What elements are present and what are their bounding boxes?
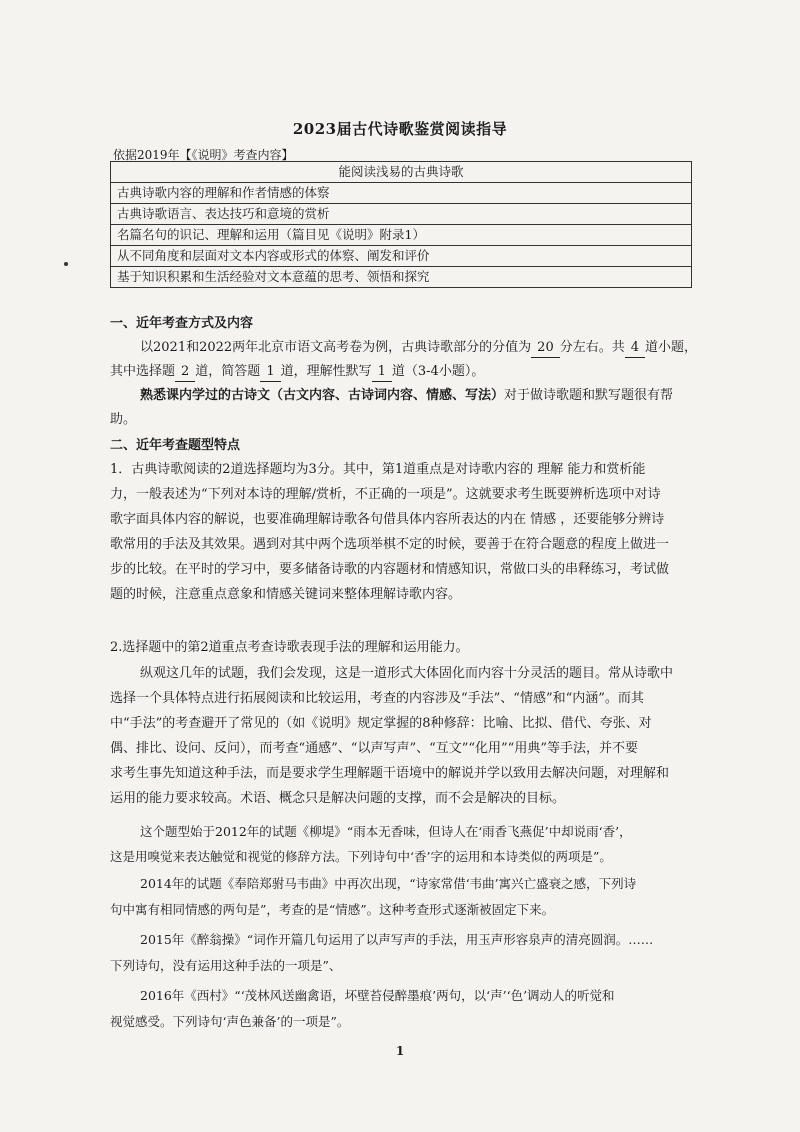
- paragraph-line: 步的比较。在平时的学习中，要多储备诗歌的内容题材和情感知识，常做口头的串释练习，考试做: [110, 562, 670, 577]
- paragraph-line: 这是用嗅觉来表达触觉和视觉的修辞方法。下列诗句中‘香’字的运用和本诗类似的两项是”。: [110, 849, 612, 864]
- paragraph-line: 以2021和2022两年北京市语文高考卷为例，古典诗歌部分的分值为 20 分左右。共 4 道小题，: [140, 336, 697, 360]
- paragraph-line: 力，一般表述为“下列对本诗的理解/赏析，不正确的一项是”。这就要求考生既要辨析选项中对诗: [110, 487, 661, 502]
- paragraph-line: 句中寓有相同情感的两句是”，考查的是“情感”。这种考查形式逐渐被固定下来。: [110, 902, 555, 917]
- paragraph-line: 纵观这几年的试题，我们会发现，这是一道形式大体固化而内容十分灵活的题目。常从诗歌中: [140, 666, 674, 681]
- paragraph-line: 1．古典诗歌阅读的2道选择题均为3分。其中，第1道重点是对诗歌内容的 理解 能力和赏析能: [110, 462, 646, 477]
- choice-blank: 2: [175, 363, 195, 382]
- paragraph-line: 歌常用的手法及其效果。遇到对其中两个选项举棋不定的时候，要善于在符合题意的程度上做进一: [110, 537, 670, 552]
- page-title: 2023届古代诗歌鉴赏阅读指导: [292, 120, 508, 138]
- recite-blank: 1: [372, 363, 392, 382]
- paragraph-line: 2015年《醉翁操》“词作开篇几句运用了以声写声的手法，用玉声形容泉声的清亮圆润。……: [140, 932, 654, 947]
- paragraph-line: 2014年的试题《奉陪郑驸马韦曲》中再次出现，“诗家常借‘韦曲’寓兴亡盛衰之感，下列诗: [140, 876, 637, 891]
- paragraph-line: 歌字面具体内容的解说，也要准确理解诗歌各句借具体内容所表达的内在 情感 ，还要能够分辨诗: [110, 512, 665, 527]
- short-answer-blank: 1: [260, 363, 280, 382]
- paragraph-line: 求考生事先知道这种手法，而是要求学生理解题干语境中的解说并学以致用去解决问题，对理解和: [110, 766, 670, 781]
- count-blank: 4: [625, 339, 645, 358]
- paragraph-line: 2016年《西村》“‘茂林风送幽禽语，坏壁苔侵醉墨痕’两句，以‘声’‘色’调动人的听觉和: [140, 988, 615, 1003]
- table-cell: 从不同角度和层面对文本内容或形式的体察、阐发和评价: [111, 246, 692, 267]
- basis-label: 依据2019年【《说明》考查内容】: [113, 148, 294, 162]
- section-heading: 二、近年考查题型特点: [110, 438, 241, 453]
- scan-speck: [64, 262, 68, 266]
- paragraph-line: 选择一个具体特点进行拓展阅读和比较运用，考查的内容涉及“手法”、“情感”和“内涵”。而其: [110, 691, 644, 706]
- paragraph-line: 题的时候，注意重点意象和情感关键词来整体理解诗歌内容。: [110, 587, 462, 602]
- paragraph-line: 其中选择题 2 道，简答题 1 道，理解性默写 1 道（3-4小题）。: [110, 360, 484, 384]
- score-blank: 20: [531, 339, 560, 358]
- requirements-table: [110, 161, 692, 288]
- paragraph-line: 运用的能力要求较高。术语、概念只是解决问题的支撑，而不会是解决的目标。: [110, 791, 566, 806]
- table-cell: 名篇名句的识记、理解和运用（篇目见《说明》附录1）: [111, 225, 692, 246]
- table-cell: 基于知识积累和生活经验对文本意蕴的思考、领悟和探究: [111, 267, 692, 288]
- paragraph-line: 助。: [110, 412, 137, 427]
- section-heading: 一、近年考查方式及内容: [110, 316, 254, 331]
- paragraph-line: 视觉感受。下列诗句‘声色兼备’的一项是”。: [110, 1014, 350, 1029]
- paragraph-line: 这个题型始于2012年的试题《柳堤》“雨本无香味，但诗人在‘雨香飞燕促’中却说雨‘香’，: [140, 824, 632, 839]
- table-cell: 能阅读浅易的古典诗歌: [111, 162, 692, 183]
- paragraph-line: 中“手法”的考查避开了常见的（如《说明》规定掌握的8种修辞：比喻、比拟、借代、夸张、对: [110, 716, 652, 731]
- paragraph-line: 2.选择题中的第2道重点考查诗歌表现手法的理解和运用能力。: [110, 640, 469, 655]
- paragraph-line: 熟悉课内学过的古诗文（古文内容、古诗词内容、情感、写法）对于做诗歌题和默写题很有帮: [140, 388, 674, 403]
- paragraph-line: 偶、排比、设问、反问），而考查“通感”、“以声写声”、“互文”“化用”“用典”等手法，并不要: [110, 741, 638, 756]
- page-number: 1: [395, 1044, 405, 1058]
- table-cell: 古典诗歌内容的理解和作者情感的体察: [111, 183, 692, 204]
- table-cell: 古典诗歌语言、表达技巧和意境的赏析: [111, 204, 692, 225]
- paragraph-line: 下列诗句，没有运用这种手法的一项是”、: [110, 958, 342, 973]
